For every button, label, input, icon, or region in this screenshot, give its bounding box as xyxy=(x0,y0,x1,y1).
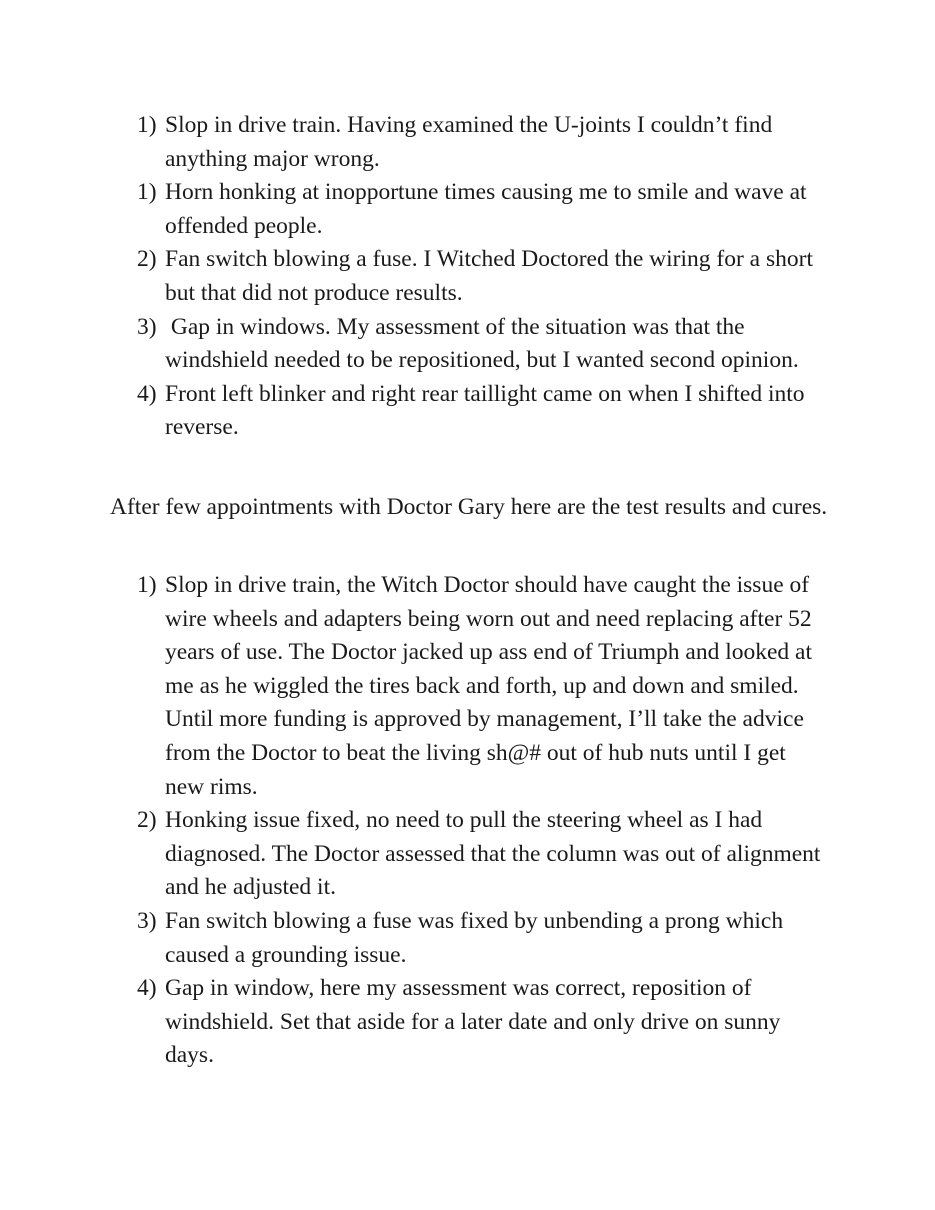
list-item-text: Slop in drive train, the Witch Doctor should have caught the issue of wire wheels and adapters being worn out and need replacing after 52 years of use. The Doctor jacked up ass end of Triumph and looked at me as he wiggled the tires back and forth, up and down and smiled. Until more funding is approved by management, I’ll take the advice from the Doctor to beat the living sh@# out of hub nuts until I get new rims. xyxy=(165,572,818,800)
list-item-text: Front left blinker and right rear taillight came on when I shifted into reverse. xyxy=(165,380,805,441)
list-item-text: Fan switch blowing a fuse. I Witched Doctored the wiring for a short but that did not produce results. xyxy=(165,246,813,306)
list-item xyxy=(110,804,830,905)
list-item-text: Honking issue fixed, no need to pull the steering wheel as I had diagnosed. The Doctor assessed that the column was out of alignment and he adjusted it. xyxy=(165,807,821,901)
results-list xyxy=(110,569,830,1073)
list-item xyxy=(110,176,830,243)
list-item-text: Slop in drive train. Having examined the U-joints I couldn’t find anything major wrong. xyxy=(165,112,773,172)
list-item xyxy=(110,905,830,972)
list-item-number: 4) xyxy=(137,975,157,1002)
list-item-text: Gap in windows. My assessment of the situation was that the windshield needed to be repositioned, but I wanted second opinion. xyxy=(165,313,799,374)
list-item-number: 1) xyxy=(137,112,157,138)
list-item-number: 4) xyxy=(137,380,157,407)
list-item xyxy=(110,569,830,804)
list-item-number: 2) xyxy=(137,807,157,834)
list-item-number: 3) xyxy=(137,313,157,340)
list-item xyxy=(110,378,830,445)
list-item xyxy=(110,972,830,1073)
list-item xyxy=(110,109,830,176)
list-item xyxy=(110,311,830,378)
list-item xyxy=(110,243,830,310)
problem-list xyxy=(110,109,830,445)
list-item-number: 1) xyxy=(137,179,157,206)
list-item-number: 1) xyxy=(137,572,157,598)
list-item-text: Horn honking at inopportune times causing me to smile and wave at offended people. xyxy=(165,179,807,239)
list-item-text: Gap in window, here my assessment was correct, reposition of windshield. Set that aside for a later date and only drive on sunny days. xyxy=(165,975,781,1069)
list-item-text: Fan switch blowing a fuse was fixed by unbending a prong which caused a grounding issue. xyxy=(165,907,784,968)
intro-paragraph: After few appointments with Doctor Gary here are the test results and cures. xyxy=(110,494,828,520)
list-item-number: 3) xyxy=(137,907,157,934)
list-item-number: 2) xyxy=(137,246,157,273)
